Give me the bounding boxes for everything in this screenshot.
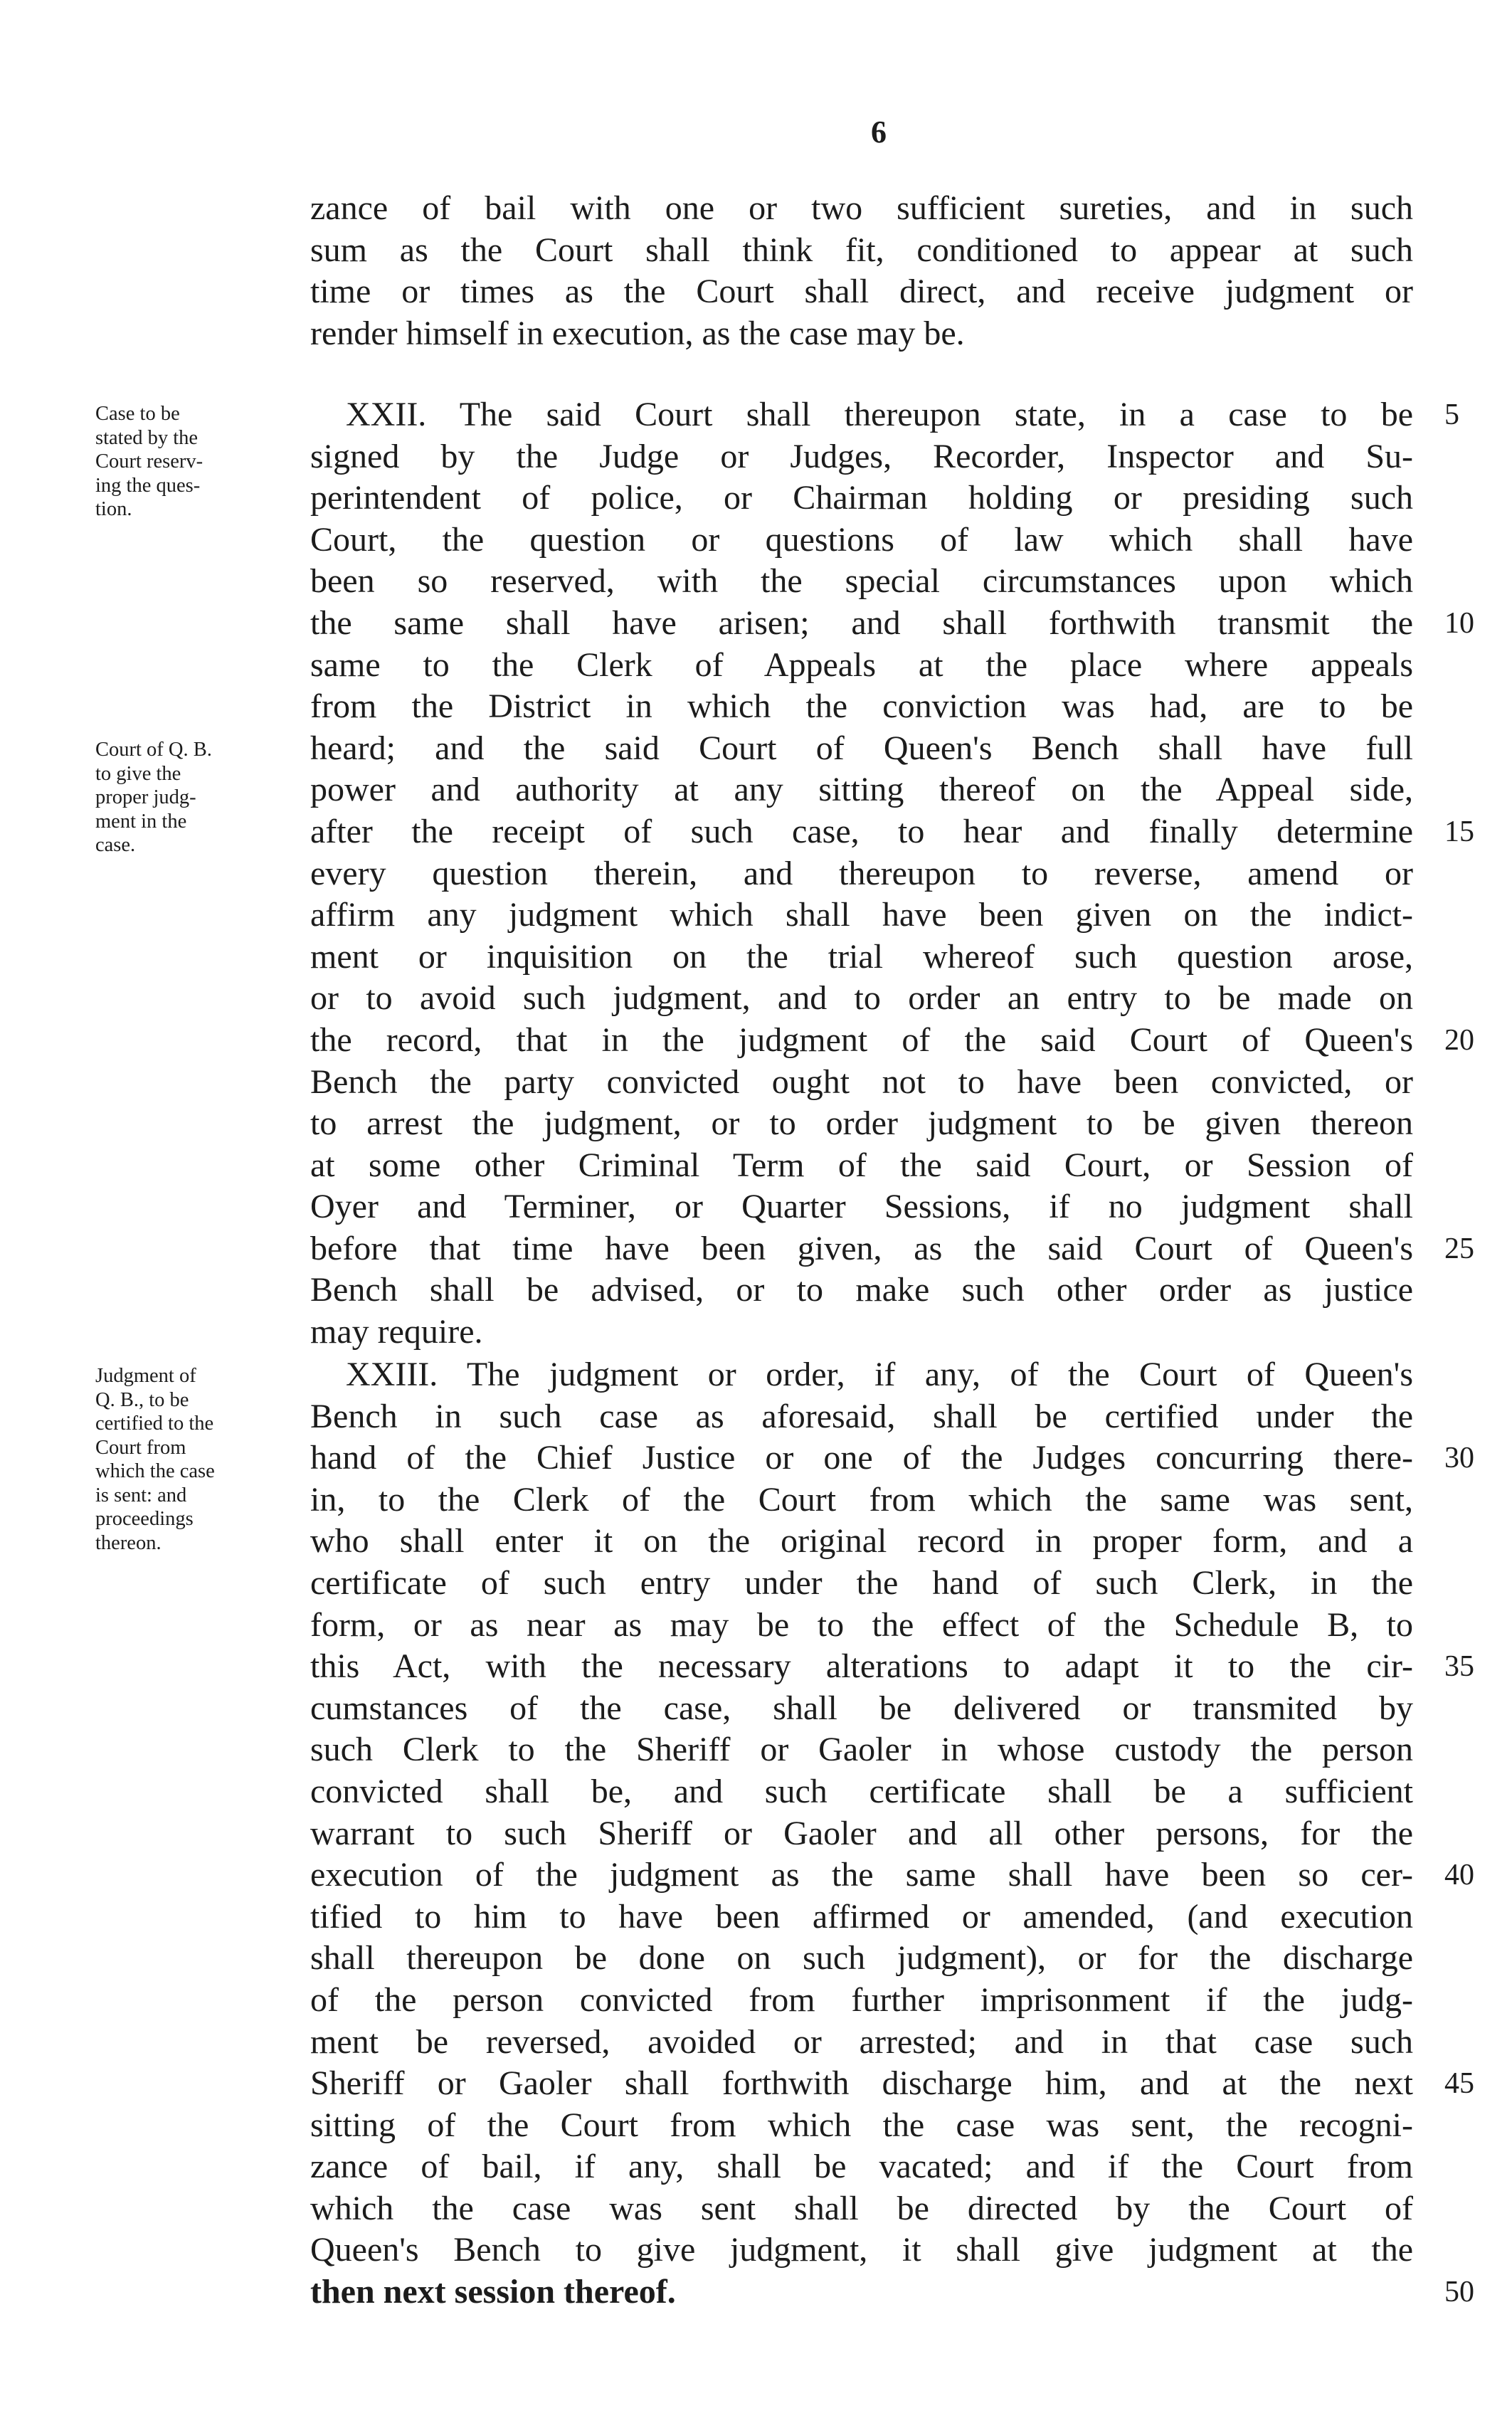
text-line: shall thereupon be done on such judgment), or for the discharge	[310, 1939, 1413, 1978]
text-line: XXIII. The judgment or order, if any, of the Court of Queen's	[346, 1356, 1413, 1393]
text-line: sitting of the Court from which the case was sent, the recogni-	[310, 2106, 1413, 2144]
text-line: such Clerk to the Sheriff or Gaoler in whose custody the person	[310, 1731, 1413, 1769]
text-line: affirm any judgment which shall have been given on the indict-	[310, 896, 1413, 934]
text-line: this Act, with the necessary alterations to adapt it to the cir-	[310, 1647, 1413, 1686]
text-line: Bench the party convicted ought not to have been convicted, or	[310, 1062, 1413, 1101]
line-number: 25	[1444, 1232, 1474, 1265]
text-line: to arrest the judgment, or to order judgment to be given thereon	[310, 1104, 1413, 1143]
text-line: signed by the Judge or Judges, Recorder, Inspector and Su-	[310, 437, 1413, 475]
text-line: hand of the Chief Justice or one of the Judges concurring there-	[310, 1439, 1413, 1477]
text-line: render himself in execution, as the case may be.	[310, 314, 965, 352]
text-line: zance of bail with one or two sufficient sureties, and in such	[310, 189, 1413, 227]
page-number: 6	[871, 115, 887, 149]
text-line: form, or as near as may be to the effect of the Schedule B, to	[310, 1605, 1413, 1644]
margin-note-line: proper judg-	[95, 786, 196, 808]
margin-note-line: Judgment of	[95, 1365, 196, 1387]
text-line: power and authority at any sitting thereof on the Appeal side,	[310, 771, 1413, 809]
margin-note-court-qb	[95, 738, 287, 857]
line-number: 15	[1444, 815, 1474, 848]
line-number: 35	[1444, 1650, 1474, 1683]
text-line: of the person convicted from further imprisonment if the judg-	[310, 1980, 1413, 2019]
text-line: the same shall have arisen; and shall forthwith transmit the	[310, 603, 1413, 642]
text-line: before that time have been given, as the said Court of Queen's	[310, 1229, 1413, 1267]
section-xxii	[310, 394, 1413, 1353]
text-line: from the District in which the conviction was had, are to be	[310, 687, 1413, 726]
text-line: Court, the question or questions of law which shall have	[310, 520, 1413, 559]
text-line: execution of the judgment as the same shall have been so cer-	[310, 1856, 1413, 1894]
margin-note-judgment-qb	[95, 1364, 287, 1555]
text-line: Oyer and Terminer, or Quarter Sessions, if no judgment shall	[310, 1188, 1413, 1226]
text-line: in, to the Clerk of the Court from which the same was sent,	[310, 1480, 1413, 1519]
text-line: cumstances of the case, shall be delivered or transmited by	[310, 1689, 1413, 1727]
text-line: ment or inquisition on the trial whereof such question arose,	[310, 937, 1413, 976]
text-line: which the case was sent shall be directed by the Court of	[310, 2189, 1413, 2227]
margin-note-line: certified to the	[95, 1413, 214, 1435]
text-line: time or times as the Court shall direct, and receive judgment or	[310, 273, 1413, 311]
text-line: who shall enter it on the original record in proper form, and a	[310, 1522, 1413, 1561]
text-line: same to the Clerk of Appeals at the place where appeals	[310, 645, 1413, 684]
line-number: 10	[1444, 607, 1474, 640]
margin-note-line: thereon.	[95, 1531, 162, 1554]
margin-note-line: to give the	[95, 762, 181, 785]
text-line: or to avoid such judgment, and to order an entry to be made on	[310, 979, 1413, 1018]
line-number: 30	[1444, 1442, 1474, 1474]
text-line: zance of bail, if any, shall be vacated; and if the Court from	[310, 2148, 1413, 2186]
line-number: 5	[1444, 398, 1459, 431]
text-line: Bench shall be advised, or to make such other order as justice	[310, 1271, 1413, 1309]
margin-note-line: is sent: and	[95, 1484, 187, 1506]
text-line: tified to him to have been affirmed or amended, (and execution	[310, 1897, 1413, 1936]
margin-note-line: stated by the	[95, 426, 199, 449]
margin-note-line: Court reserv-	[95, 450, 203, 473]
margin-note-line: ment in the	[95, 810, 187, 833]
text-line: heard; and the said Court of Queen's Bench shall have full	[310, 729, 1413, 767]
margin-note-line: tion.	[95, 498, 132, 520]
text-line: sum as the Court shall think fit, conditioned to appear at such	[310, 231, 1413, 269]
section-xxiii	[310, 1354, 1413, 2313]
margin-note-line: Case to be	[95, 403, 180, 425]
text-line: convicted shall be, and such certificate shall be a sufficient	[310, 1772, 1413, 1810]
margin-note-line: which the case	[95, 1460, 215, 1482]
text-line: XXII. The said Court shall thereupon state, in a case to be	[346, 396, 1413, 433]
text-line: may require.	[310, 1313, 483, 1351]
line-number: 50	[1444, 2276, 1474, 2308]
text-line: then next session thereof.	[310, 2273, 676, 2311]
text-line: Queen's Bench to give judgment, it shall give judgment at the	[310, 2231, 1413, 2269]
margin-note-line: Court of Q. B.	[95, 739, 212, 761]
margin-note-line: Q. B., to be	[95, 1388, 189, 1411]
line-number: 40	[1444, 1859, 1474, 1891]
text-line: after the receipt of such case, to hear and finally determine	[310, 812, 1413, 850]
margin-note-line: ing the ques-	[95, 474, 201, 497]
text-line: certificate of such entry under the hand of such Clerk, in the	[310, 1563, 1413, 1602]
margin-note-line: case.	[95, 834, 136, 856]
line-number: 20	[1444, 1024, 1474, 1057]
text-line: ment be reversed, avoided or arrested; and in that case such	[310, 2022, 1413, 2061]
paragraph-continuation	[310, 188, 1413, 354]
text-line: the record, that in the judgment of the said Court of Queen's	[310, 1020, 1413, 1059]
text-line: Bench in such case as aforesaid, shall be certified under the	[310, 1397, 1413, 1435]
line-number: 45	[1444, 2067, 1474, 2100]
text-line: warrant to such Sheriff or Gaoler and all other persons, for the	[310, 1814, 1413, 1852]
text-line: every question therein, and thereupon to reverse, amend or	[310, 854, 1413, 892]
margin-note-line: Court from	[95, 1436, 186, 1459]
text-line: perintendent of police, or Chairman holding or presiding such	[310, 479, 1413, 517]
margin-note-case-stated	[95, 402, 287, 522]
text-line: been so reserved, with the special circumstances upon which	[310, 562, 1413, 601]
text-line: at some other Criminal Term of the said Court, or Session of	[310, 1146, 1413, 1184]
text-line: Sheriff or Gaoler shall forthwith discharge him, and at the next	[310, 2064, 1413, 2103]
margin-note-line: proceedings	[95, 1508, 194, 1530]
